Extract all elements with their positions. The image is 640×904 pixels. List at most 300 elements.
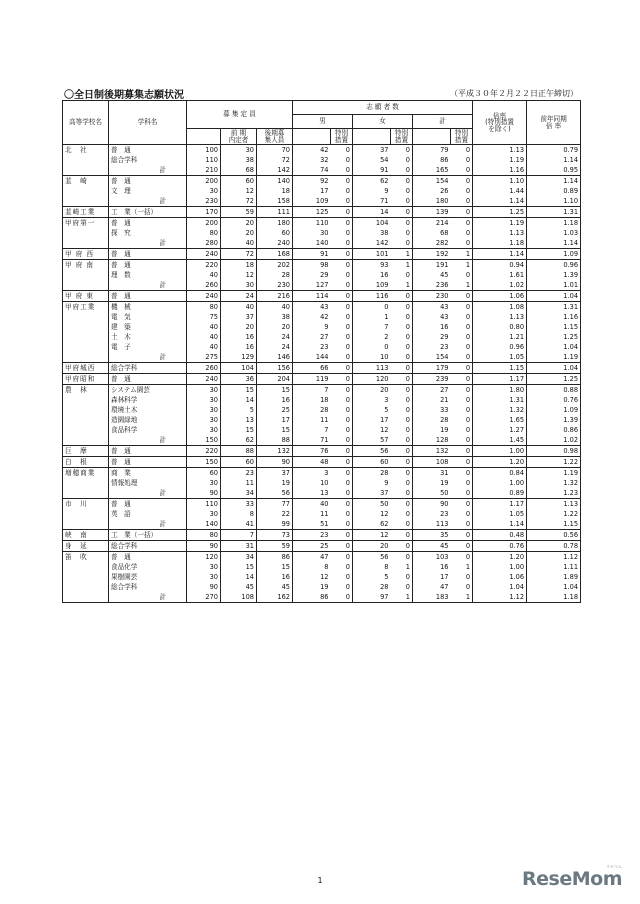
cell-ts: 0 bbox=[451, 385, 473, 396]
header-special-line2: 措置 bbox=[454, 135, 469, 144]
cell-early: 38 bbox=[221, 155, 257, 165]
cell-early: 45 bbox=[221, 582, 257, 592]
cell-fs: 0 bbox=[391, 582, 413, 592]
cell-dept: 普 通 bbox=[109, 552, 187, 563]
cell-f: 38 bbox=[353, 228, 391, 238]
cell-dept: 普 通 bbox=[109, 260, 187, 271]
table-row bbox=[63, 155, 581, 165]
cell-early: 59 bbox=[221, 207, 257, 218]
cell-ts: 0 bbox=[451, 186, 473, 196]
cell-ms: 0 bbox=[331, 519, 353, 530]
cell-ms: 0 bbox=[331, 385, 353, 396]
cell-ms: 0 bbox=[331, 562, 353, 572]
cell-school: 甲府第一 bbox=[63, 218, 109, 229]
cell-t: 154 bbox=[413, 352, 451, 363]
cell-ts: 0 bbox=[451, 374, 473, 385]
subtotal-row bbox=[63, 238, 581, 249]
cell-late: 15 bbox=[257, 562, 293, 572]
table-row bbox=[63, 582, 581, 592]
cell-cap: 30 bbox=[187, 478, 221, 488]
cell-fs: 0 bbox=[391, 186, 413, 196]
header-special-line1: 特別 bbox=[454, 129, 469, 137]
cell-dept: 計 bbox=[109, 280, 187, 291]
cell-fs: 1 bbox=[391, 562, 413, 572]
cell-fs: 0 bbox=[391, 322, 413, 332]
cell-r: 1.00 bbox=[473, 478, 527, 488]
cell-early: 16 bbox=[221, 332, 257, 342]
cell-f: 37 bbox=[353, 145, 391, 156]
cell-ts: 0 bbox=[451, 196, 473, 207]
cell-f: 60 bbox=[353, 457, 391, 468]
cell-late: 77 bbox=[257, 499, 293, 510]
cell-ts: 0 bbox=[451, 405, 473, 415]
cell-m: 11 bbox=[293, 415, 331, 425]
cell-f: 101 bbox=[353, 249, 391, 260]
table-row bbox=[63, 312, 581, 322]
cell-t: 27 bbox=[413, 385, 451, 396]
cell-late: 216 bbox=[257, 291, 293, 302]
cell-dept: 工 業（一括） bbox=[109, 530, 187, 541]
cell-f: 62 bbox=[353, 176, 391, 187]
cell-r: 1.21 bbox=[473, 332, 527, 342]
cell-ts: 0 bbox=[451, 552, 473, 563]
cell-t: 214 bbox=[413, 218, 451, 229]
cell-late: 162 bbox=[257, 592, 293, 603]
cell-school bbox=[63, 228, 109, 238]
cell-late: 40 bbox=[257, 302, 293, 313]
cell-cap: 230 bbox=[187, 196, 221, 207]
cell-dept: 計 bbox=[109, 435, 187, 446]
cell-m: 98 bbox=[293, 260, 331, 271]
cell-r: 1.65 bbox=[473, 415, 527, 425]
applications-table-container bbox=[62, 100, 580, 603]
header-early-line1: 前 期 bbox=[230, 129, 247, 137]
cell-r: 1.61 bbox=[473, 270, 527, 280]
cell-early: 40 bbox=[221, 302, 257, 313]
cell-m: 114 bbox=[293, 291, 331, 302]
cell-t: 16 bbox=[413, 562, 451, 572]
cell-dept: 普 通 bbox=[109, 457, 187, 468]
cell-school bbox=[63, 322, 109, 332]
cell-early: 11 bbox=[221, 478, 257, 488]
cell-cap: 210 bbox=[187, 165, 221, 176]
cell-r: 1.17 bbox=[473, 499, 527, 510]
cell-r: 1.13 bbox=[473, 145, 527, 156]
cell-early: 88 bbox=[221, 446, 257, 457]
cell-m: 48 bbox=[293, 457, 331, 468]
cell-f: 104 bbox=[353, 218, 391, 229]
cell-late: 88 bbox=[257, 435, 293, 446]
cell-f: 7 bbox=[353, 322, 391, 332]
cell-dept: 普 通 bbox=[109, 446, 187, 457]
cell-p: 1.04 bbox=[527, 363, 581, 374]
cell-t: 33 bbox=[413, 405, 451, 415]
cell-ms: 0 bbox=[331, 415, 353, 425]
cell-late: 56 bbox=[257, 488, 293, 499]
cell-school bbox=[63, 196, 109, 207]
cell-p: 1.22 bbox=[527, 457, 581, 468]
header-female-special bbox=[391, 129, 413, 145]
cell-m: 42 bbox=[293, 312, 331, 322]
cell-ms: 0 bbox=[331, 228, 353, 238]
cell-cap: 40 bbox=[187, 270, 221, 280]
cell-ts: 0 bbox=[451, 509, 473, 519]
cell-m: 51 bbox=[293, 519, 331, 530]
cell-t: 23 bbox=[413, 342, 451, 352]
cell-m: 125 bbox=[293, 207, 331, 218]
cell-t: 90 bbox=[413, 499, 451, 510]
cell-fs: 0 bbox=[391, 302, 413, 313]
subtotal-row bbox=[63, 519, 581, 530]
cell-p: 1.11 bbox=[527, 562, 581, 572]
cell-f: 57 bbox=[353, 435, 391, 446]
table-row bbox=[63, 363, 581, 374]
cell-ms: 0 bbox=[331, 260, 353, 271]
cell-p: 1.39 bbox=[527, 415, 581, 425]
cell-fs: 0 bbox=[391, 342, 413, 352]
header-cap-blank bbox=[187, 129, 221, 145]
cell-m: 8 bbox=[293, 562, 331, 572]
cell-f: 142 bbox=[353, 238, 391, 249]
cell-f: 5 bbox=[353, 572, 391, 582]
cell-f: 54 bbox=[353, 155, 391, 165]
header-early-line2: 内定者 bbox=[228, 135, 249, 144]
table-row bbox=[63, 302, 581, 313]
cell-m: 92 bbox=[293, 176, 331, 187]
cell-ts: 0 bbox=[451, 582, 473, 592]
cell-fs: 0 bbox=[391, 218, 413, 229]
cell-p: 0.78 bbox=[527, 541, 581, 552]
cell-cap: 200 bbox=[187, 218, 221, 229]
cell-t: 23 bbox=[413, 509, 451, 519]
cell-r: 1.14 bbox=[473, 249, 527, 260]
cell-ts: 0 bbox=[451, 499, 473, 510]
cell-f: 10 bbox=[353, 352, 391, 363]
cell-p: 0.56 bbox=[527, 530, 581, 541]
cell-f: 113 bbox=[353, 363, 391, 374]
cell-ts: 0 bbox=[451, 145, 473, 156]
cell-fs: 0 bbox=[391, 238, 413, 249]
cell-p: 0.79 bbox=[527, 145, 581, 156]
cell-ms: 0 bbox=[331, 592, 353, 603]
cell-cap: 30 bbox=[187, 395, 221, 405]
cell-m: 43 bbox=[293, 302, 331, 313]
cell-late: 20 bbox=[257, 322, 293, 332]
cell-f: 9 bbox=[353, 478, 391, 488]
cell-fs: 0 bbox=[391, 207, 413, 218]
cell-dept: 普 通 bbox=[109, 499, 187, 510]
cell-cap: 30 bbox=[187, 415, 221, 425]
cell-cap: 75 bbox=[187, 312, 221, 322]
cell-cap: 220 bbox=[187, 260, 221, 271]
cell-fs: 0 bbox=[391, 165, 413, 176]
cell-t: 180 bbox=[413, 196, 451, 207]
header-late-line2: 集人員 bbox=[264, 135, 285, 144]
cell-school bbox=[63, 312, 109, 322]
cell-m: 28 bbox=[293, 405, 331, 415]
cell-dept: 文 理 bbox=[109, 186, 187, 196]
header-prev bbox=[527, 101, 581, 145]
cell-fs: 0 bbox=[391, 228, 413, 238]
cell-ms: 0 bbox=[331, 196, 353, 207]
cell-p: 1.12 bbox=[527, 552, 581, 563]
cell-early: 8 bbox=[221, 509, 257, 519]
cell-m: 40 bbox=[293, 499, 331, 510]
cell-p: 1.19 bbox=[527, 468, 581, 479]
cell-r: 1.18 bbox=[473, 238, 527, 249]
header-total-special bbox=[451, 129, 473, 145]
cell-p: 1.18 bbox=[527, 592, 581, 603]
cell-p: 1.14 bbox=[527, 155, 581, 165]
cell-m: 71 bbox=[293, 435, 331, 446]
cell-m: 23 bbox=[293, 530, 331, 541]
cell-p: 1.10 bbox=[527, 196, 581, 207]
table-row bbox=[63, 249, 581, 260]
cell-school: 笛 吹 bbox=[63, 552, 109, 563]
cell-m: 23 bbox=[293, 342, 331, 352]
cell-cap: 260 bbox=[187, 280, 221, 291]
cell-p: 1.31 bbox=[527, 302, 581, 313]
header-prev-line1: 前年同期 bbox=[540, 115, 567, 123]
cell-school: 甲 府 南 bbox=[63, 260, 109, 271]
cell-ts: 1 bbox=[451, 562, 473, 572]
table-row bbox=[63, 291, 581, 302]
cell-ms: 0 bbox=[331, 312, 353, 322]
cell-r: 0.76 bbox=[473, 541, 527, 552]
cell-early: 62 bbox=[221, 435, 257, 446]
cell-m: 11 bbox=[293, 509, 331, 519]
cell-fs: 0 bbox=[391, 405, 413, 415]
cell-late: 70 bbox=[257, 145, 293, 156]
cell-t: 191 bbox=[413, 260, 451, 271]
cell-ts: 0 bbox=[451, 363, 473, 374]
cell-m: 109 bbox=[293, 196, 331, 207]
cell-f: 0 bbox=[353, 342, 391, 352]
cell-early: 37 bbox=[221, 312, 257, 322]
cell-t: 45 bbox=[413, 270, 451, 280]
cell-dept: 探 究 bbox=[109, 228, 187, 238]
cell-ms: 0 bbox=[331, 509, 353, 519]
cell-school bbox=[63, 352, 109, 363]
cell-f: 71 bbox=[353, 196, 391, 207]
cell-ms: 0 bbox=[331, 186, 353, 196]
table-row bbox=[63, 342, 581, 352]
cell-cap: 30 bbox=[187, 186, 221, 196]
cell-ts: 0 bbox=[451, 395, 473, 405]
cell-dept: 工 業（一括） bbox=[109, 207, 187, 218]
cell-r: 1.20 bbox=[473, 552, 527, 563]
cell-f: 20 bbox=[353, 385, 391, 396]
cell-early: 34 bbox=[221, 552, 257, 563]
cell-p: 1.03 bbox=[527, 228, 581, 238]
table-row bbox=[63, 425, 581, 435]
cell-late: 132 bbox=[257, 446, 293, 457]
cell-ts: 0 bbox=[451, 352, 473, 363]
cell-cap: 280 bbox=[187, 238, 221, 249]
cell-p: 1.22 bbox=[527, 509, 581, 519]
cell-f: 5 bbox=[353, 405, 391, 415]
cell-ts: 0 bbox=[451, 425, 473, 435]
cell-early: 15 bbox=[221, 385, 257, 396]
table-row bbox=[63, 270, 581, 280]
cell-school bbox=[63, 342, 109, 352]
cell-early: 13 bbox=[221, 415, 257, 425]
cell-school bbox=[63, 332, 109, 342]
cell-late: 59 bbox=[257, 541, 293, 552]
cell-f: 17 bbox=[353, 415, 391, 425]
cell-dept: 総合学科 bbox=[109, 541, 187, 552]
header-recruit: 募 集 定 員 bbox=[187, 101, 293, 129]
cell-r: 1.00 bbox=[473, 562, 527, 572]
cell-p: 1.04 bbox=[527, 342, 581, 352]
cell-early: 24 bbox=[221, 291, 257, 302]
cell-r: 1.06 bbox=[473, 572, 527, 582]
cell-late: 146 bbox=[257, 352, 293, 363]
cell-cap: 30 bbox=[187, 562, 221, 572]
cell-m: 18 bbox=[293, 395, 331, 405]
cell-m: 27 bbox=[293, 332, 331, 342]
cell-r: 0.84 bbox=[473, 468, 527, 479]
cell-late: 168 bbox=[257, 249, 293, 260]
cell-early: 18 bbox=[221, 260, 257, 271]
cell-cap: 240 bbox=[187, 374, 221, 385]
cell-ms: 0 bbox=[331, 572, 353, 582]
cell-school: 甲 府 西 bbox=[63, 249, 109, 260]
cell-f: 91 bbox=[353, 165, 391, 176]
cell-school: 北 社 bbox=[63, 145, 109, 156]
table-row bbox=[63, 332, 581, 342]
cell-ms: 0 bbox=[331, 352, 353, 363]
cell-early: 40 bbox=[221, 238, 257, 249]
cell-school bbox=[63, 592, 109, 603]
cell-ts: 0 bbox=[451, 488, 473, 499]
cell-m: 10 bbox=[293, 478, 331, 488]
cell-late: 15 bbox=[257, 385, 293, 396]
cell-p: 0.88 bbox=[527, 385, 581, 396]
cell-f: 62 bbox=[353, 519, 391, 530]
cell-fs: 0 bbox=[391, 415, 413, 425]
cell-f: 14 bbox=[353, 207, 391, 218]
cell-early: 41 bbox=[221, 519, 257, 530]
cell-ms: 0 bbox=[331, 207, 353, 218]
cell-dept: 機 械 bbox=[109, 302, 187, 313]
header-ratio-line2: (特別措置 bbox=[485, 118, 515, 127]
cell-r: 0.48 bbox=[473, 530, 527, 541]
cell-school bbox=[63, 519, 109, 530]
cell-early: 72 bbox=[221, 249, 257, 260]
cell-cap: 150 bbox=[187, 435, 221, 446]
cell-p: 1.25 bbox=[527, 332, 581, 342]
cell-late: 15 bbox=[257, 425, 293, 435]
cell-school bbox=[63, 478, 109, 488]
cell-early: 31 bbox=[221, 541, 257, 552]
cell-late: 140 bbox=[257, 176, 293, 187]
cell-cap: 80 bbox=[187, 228, 221, 238]
cell-f: 109 bbox=[353, 280, 391, 291]
cell-cap: 60 bbox=[187, 468, 221, 479]
table-row bbox=[63, 145, 581, 156]
cell-dept: 電 子 bbox=[109, 342, 187, 352]
cell-cap: 240 bbox=[187, 249, 221, 260]
table-row bbox=[63, 385, 581, 396]
cell-ts: 0 bbox=[451, 165, 473, 176]
cell-ts: 0 bbox=[451, 322, 473, 332]
cell-ms: 0 bbox=[331, 582, 353, 592]
cell-p: 0.76 bbox=[527, 395, 581, 405]
cell-dept: 食品化学 bbox=[109, 562, 187, 572]
cell-dept: 普 通 bbox=[109, 176, 187, 187]
cell-fs: 0 bbox=[391, 552, 413, 563]
cell-dept: 普 通 bbox=[109, 249, 187, 260]
cell-school: 巨 摩 bbox=[63, 446, 109, 457]
cell-dept: 理 数 bbox=[109, 270, 187, 280]
cell-early: 104 bbox=[221, 363, 257, 374]
cell-early: 129 bbox=[221, 352, 257, 363]
cell-cap: 275 bbox=[187, 352, 221, 363]
cell-fs: 1 bbox=[391, 260, 413, 271]
cell-p: 0.89 bbox=[527, 186, 581, 196]
cell-ts: 1 bbox=[451, 280, 473, 291]
cell-ts: 0 bbox=[451, 176, 473, 187]
cell-f: 28 bbox=[353, 582, 391, 592]
cell-ts: 0 bbox=[451, 312, 473, 322]
table-row bbox=[63, 509, 581, 519]
header-female: 女 bbox=[353, 115, 413, 129]
table-header bbox=[63, 101, 581, 145]
cell-t: 86 bbox=[413, 155, 451, 165]
cell-school: 甲府工業 bbox=[63, 302, 109, 313]
cell-m: 29 bbox=[293, 270, 331, 280]
cell-ms: 0 bbox=[331, 322, 353, 332]
cell-school: 市 川 bbox=[63, 499, 109, 510]
header-male-blank bbox=[293, 129, 331, 145]
cell-fs: 0 bbox=[391, 176, 413, 187]
cell-ms: 0 bbox=[331, 155, 353, 165]
cell-t: 139 bbox=[413, 207, 451, 218]
cell-fs: 0 bbox=[391, 457, 413, 468]
cell-dept: 森林科学 bbox=[109, 395, 187, 405]
cell-ms: 0 bbox=[331, 280, 353, 291]
header-male-special bbox=[331, 129, 353, 145]
cell-m: 19 bbox=[293, 582, 331, 592]
cell-p: 1.89 bbox=[527, 572, 581, 582]
cell-m: 127 bbox=[293, 280, 331, 291]
cell-early: 36 bbox=[221, 374, 257, 385]
cell-school bbox=[63, 186, 109, 196]
cell-late: 202 bbox=[257, 260, 293, 271]
header-special-line1: 特別 bbox=[394, 129, 409, 137]
cell-cap: 90 bbox=[187, 488, 221, 499]
cell-fs: 0 bbox=[391, 291, 413, 302]
cell-t: 236 bbox=[413, 280, 451, 291]
cell-cap: 260 bbox=[187, 363, 221, 374]
cell-m: 13 bbox=[293, 488, 331, 499]
cell-ms: 0 bbox=[331, 499, 353, 510]
cell-ts: 0 bbox=[451, 291, 473, 302]
cell-ms: 0 bbox=[331, 145, 353, 156]
table-row bbox=[63, 499, 581, 510]
cell-school bbox=[63, 488, 109, 499]
cell-r: 1.27 bbox=[473, 425, 527, 435]
cell-ts: 0 bbox=[451, 228, 473, 238]
cell-early: 12 bbox=[221, 270, 257, 280]
cell-school: 甲府昭和 bbox=[63, 374, 109, 385]
resemom-logo: ReseMom bbox=[522, 868, 622, 890]
cell-early: 30 bbox=[221, 145, 257, 156]
subtotal-row bbox=[63, 280, 581, 291]
cell-ts: 0 bbox=[451, 218, 473, 229]
cell-fs: 0 bbox=[391, 196, 413, 207]
